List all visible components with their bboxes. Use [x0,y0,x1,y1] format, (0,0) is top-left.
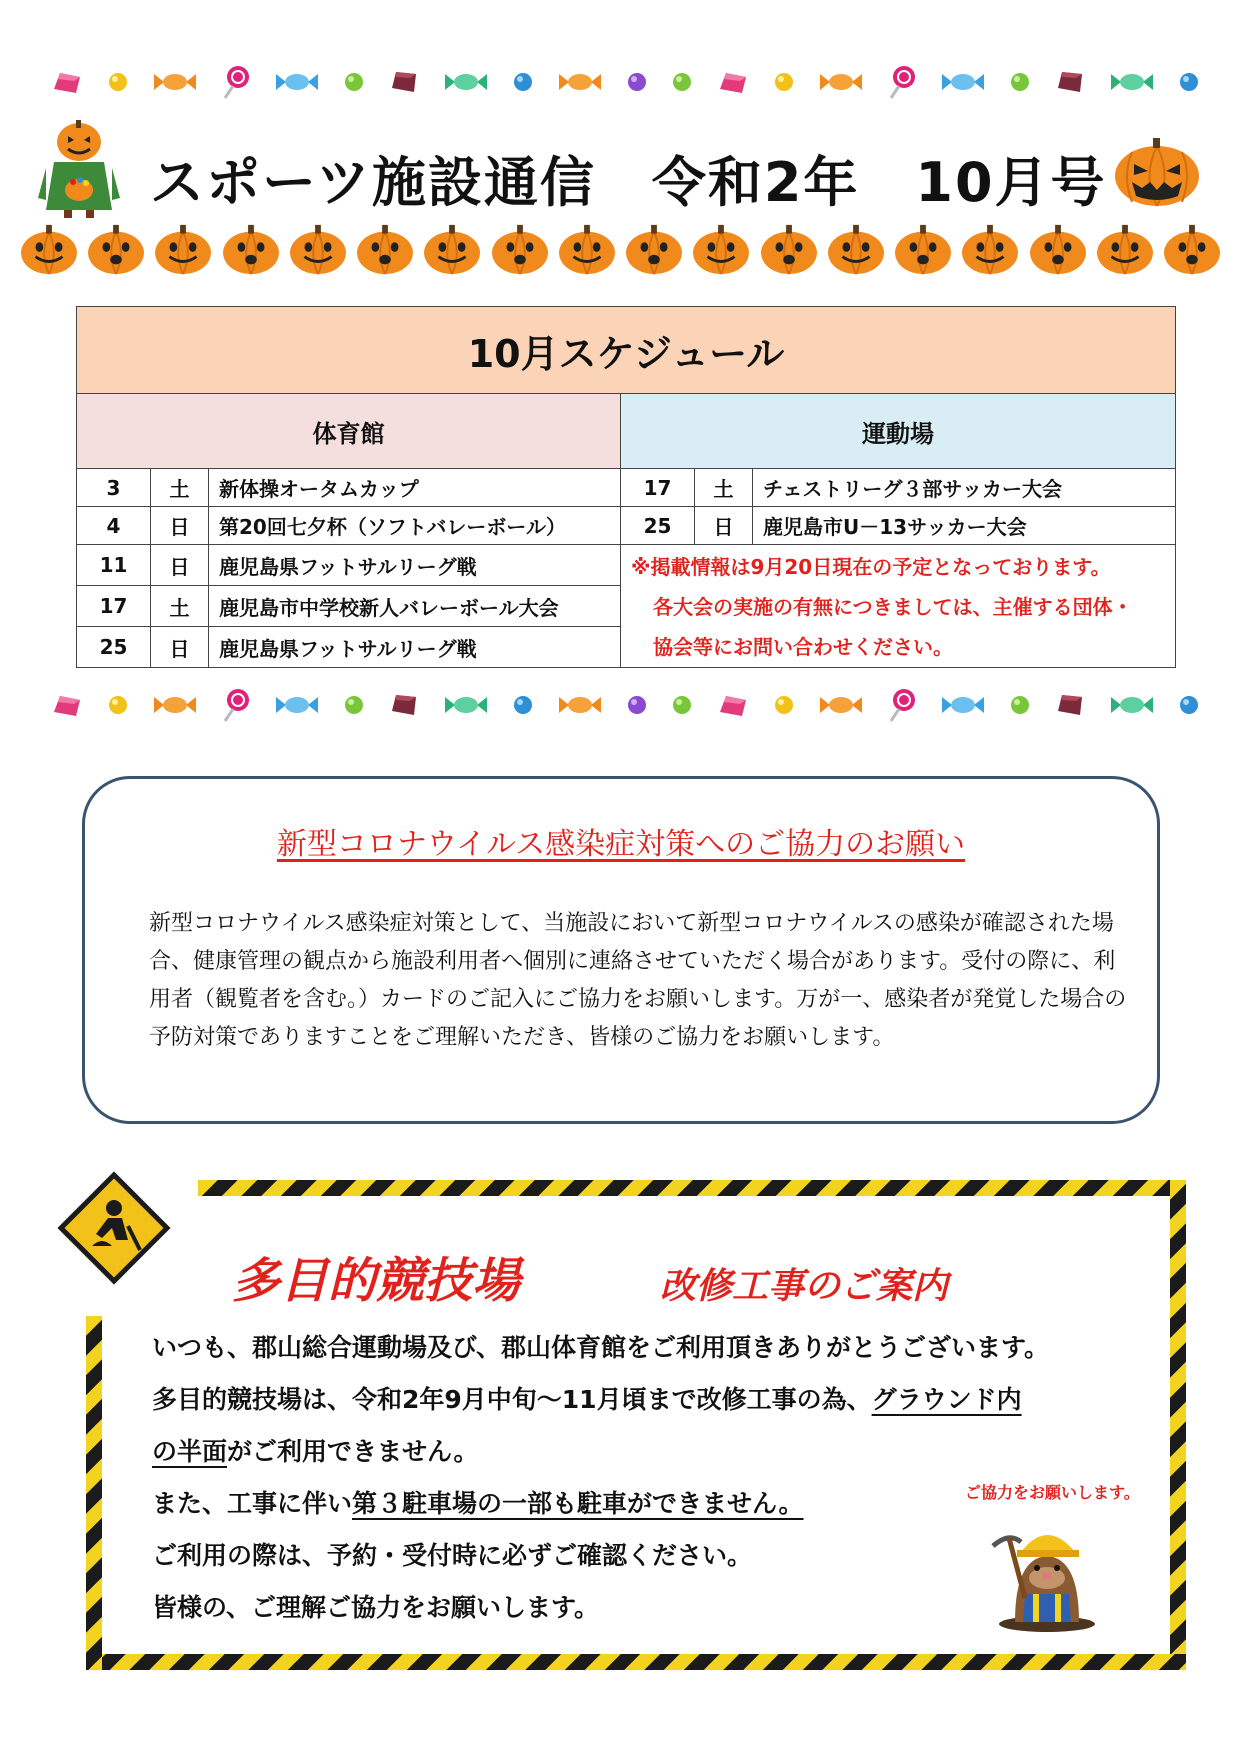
pumpkin-icon [758,222,820,282]
candy-icon [887,687,917,723]
candy-icon [716,690,750,720]
jack-o-lantern-icon [1112,136,1202,212]
field-weekday: 日 [695,507,753,545]
gym-day: 4 [77,507,151,545]
candy-icon [107,694,129,716]
pumpkin-kid-icon [38,118,120,222]
stripe-bottom [86,1654,1186,1670]
pumpkin-icon [623,222,685,282]
note-line-3: 協会等にお問い合わせください。 [653,635,953,659]
candy-icon [152,693,198,717]
gym-weekday: 日 [151,507,209,545]
candy-icon [274,70,320,94]
construction-warning-sign-icon [52,1166,176,1294]
line-4-text: また、工事に伴い [152,1489,353,1518]
candy-icon [940,70,986,94]
corona-title-text: 新型コロナウイルス感染症対策へのご協力のお願い [276,827,966,862]
candy-icon [626,71,648,93]
construction-line-2 [152,1374,1152,1426]
field-header: 運動場 [621,394,1176,469]
candy-icon [221,687,251,723]
stripe-right [1170,1180,1186,1670]
pumpkin-icon [489,222,551,282]
candy-icon [1054,68,1086,96]
candy-icon [818,693,864,717]
candy-icon [1009,71,1031,93]
field-day: 17 [621,469,695,507]
field-event: 鹿児島市U－13サッカー大会 [753,507,1176,545]
candy-icon [887,64,917,100]
table-row [77,507,1176,545]
pumpkin-icon [1094,222,1156,282]
candy-icon [626,694,648,716]
candy-icon [1178,71,1200,93]
pumpkin-icon [690,222,752,282]
candy-row-bottom [50,685,1200,725]
pumpkin-row [18,222,1223,282]
candy-icon [107,71,129,93]
line-3-text: がご利用できません。 [227,1437,479,1466]
candy-icon [818,70,864,94]
candy-icon [343,71,365,93]
pumpkin-icon [959,222,1021,282]
pumpkin-icon [1161,222,1223,282]
candy-icon [50,690,84,720]
candy-icon [1009,694,1031,716]
stripe-top [198,1180,1186,1196]
corona-notice-box [82,776,1160,1124]
line-4-underlined: 第３駐車場の一部も駐車ができません。 [352,1489,804,1518]
candy-icon [1178,694,1200,716]
gym-event: 鹿児島市中学校新人バレーボール大会 [209,586,621,627]
pumpkin-icon [152,222,214,282]
pumpkin-icon [1027,222,1089,282]
gym-event: 鹿児島県フットサルリーグ戦 [209,545,621,586]
candy-icon [671,694,693,716]
pumpkin-icon [892,222,954,282]
candy-icon [671,71,693,93]
pumpkin-icon [421,222,483,282]
construction-line-3 [152,1426,1152,1478]
pumpkin-icon [85,222,147,282]
candy-icon [1109,693,1155,717]
pumpkin-icon [18,222,80,282]
candy-icon [443,693,489,717]
candy-icon [50,67,84,97]
candy-icon [1054,691,1086,719]
schedule-table [76,306,1176,668]
construction-line-1: いつも、郡山総合運動場及び、郡山体育館をご利用頂きありがとうございます。 [152,1333,1050,1362]
gym-event: 鹿児島県フットサルリーグ戦 [209,627,621,668]
candy-icon [940,693,986,717]
corona-body: 新型コロナウイルス感染症対策として、当施設において新型コロナウイルスの感染が確認された場合、健康管理の観点から施設利用者へ個別に連絡させていただく場合があります。受付の際に、利用者（観覧者を含む。）カードのご記入にご協力をお願いします。万が一、感染者が発覚した場合の予防対策でありますことをご理解いただき、皆様のご協力をお願いします。 [149,911,1127,1050]
gym-day: 17 [77,586,151,627]
table-row [77,545,1176,586]
candy-icon [512,71,534,93]
note-line-2: 各大会の実施の有無につきましては、主催する団体・ [653,595,1133,619]
schedule-title: 10月スケジュール [77,307,1176,394]
field-day: 25 [621,507,695,545]
candy-icon [388,68,420,96]
gym-weekday: 日 [151,627,209,668]
pumpkin-icon [354,222,416,282]
pumpkin-icon [556,222,618,282]
line-3-underlined: の半面 [152,1437,228,1466]
gym-day: 25 [77,627,151,668]
line-2-text: 多目的競技場は、令和2年9月中旬～11月頃まで改修工事の為、 [152,1385,872,1414]
gym-weekday: 土 [151,469,209,507]
pumpkin-icon [220,222,282,282]
candy-icon [1109,70,1155,94]
construction-subtitle: 改修工事のご案内 [660,1266,949,1307]
candy-icon [716,67,750,97]
gym-day: 3 [77,469,151,507]
gym-day: 11 [77,545,151,586]
newsletter-title: スポーツ施設通信 令和2年 10月号 [150,151,1107,214]
construction-line-6: 皆様の、ご理解ご協力をお願いします。 [152,1593,600,1622]
cooperation-caption: ご協力をお願いします。 [965,1483,1140,1502]
field-weekday: 土 [695,469,753,507]
construction-title: 多目的競技場 [232,1253,521,1309]
corona-title [85,819,1157,863]
stripe-left [86,1316,102,1670]
pumpkin-icon [825,222,887,282]
candy-icon [221,64,251,100]
candy-icon [274,693,320,717]
note-line-1: ※掲載情報は9月20日現在の予定となっております。 [631,555,1111,579]
mole-construction-worker-icon [985,1512,1105,1636]
candy-icon [388,691,420,719]
candy-row-top [50,62,1200,102]
line-2-underlined: グラウンド内 [871,1385,1022,1414]
candy-icon [773,694,795,716]
field-event: チェストリーグ３部サッカー大会 [753,469,1176,507]
candy-icon [343,694,365,716]
gym-event: 新体操オータムカップ [209,469,621,507]
candy-icon [557,70,603,94]
pumpkin-icon [287,222,349,282]
table-row [77,469,1176,507]
construction-line-5: ご利用の際は、予約・受付時に必ずご確認ください。 [152,1541,753,1570]
gym-weekday: 日 [151,545,209,586]
candy-icon [512,694,534,716]
gym-event: 第20回七夕杯（ソフトバレーボール） [209,507,621,545]
candy-icon [152,70,198,94]
candy-icon [773,71,795,93]
gym-weekday: 土 [151,586,209,627]
candy-icon [443,70,489,94]
schedule-note [621,545,1176,668]
gym-header: 体育館 [77,394,621,469]
candy-icon [557,693,603,717]
